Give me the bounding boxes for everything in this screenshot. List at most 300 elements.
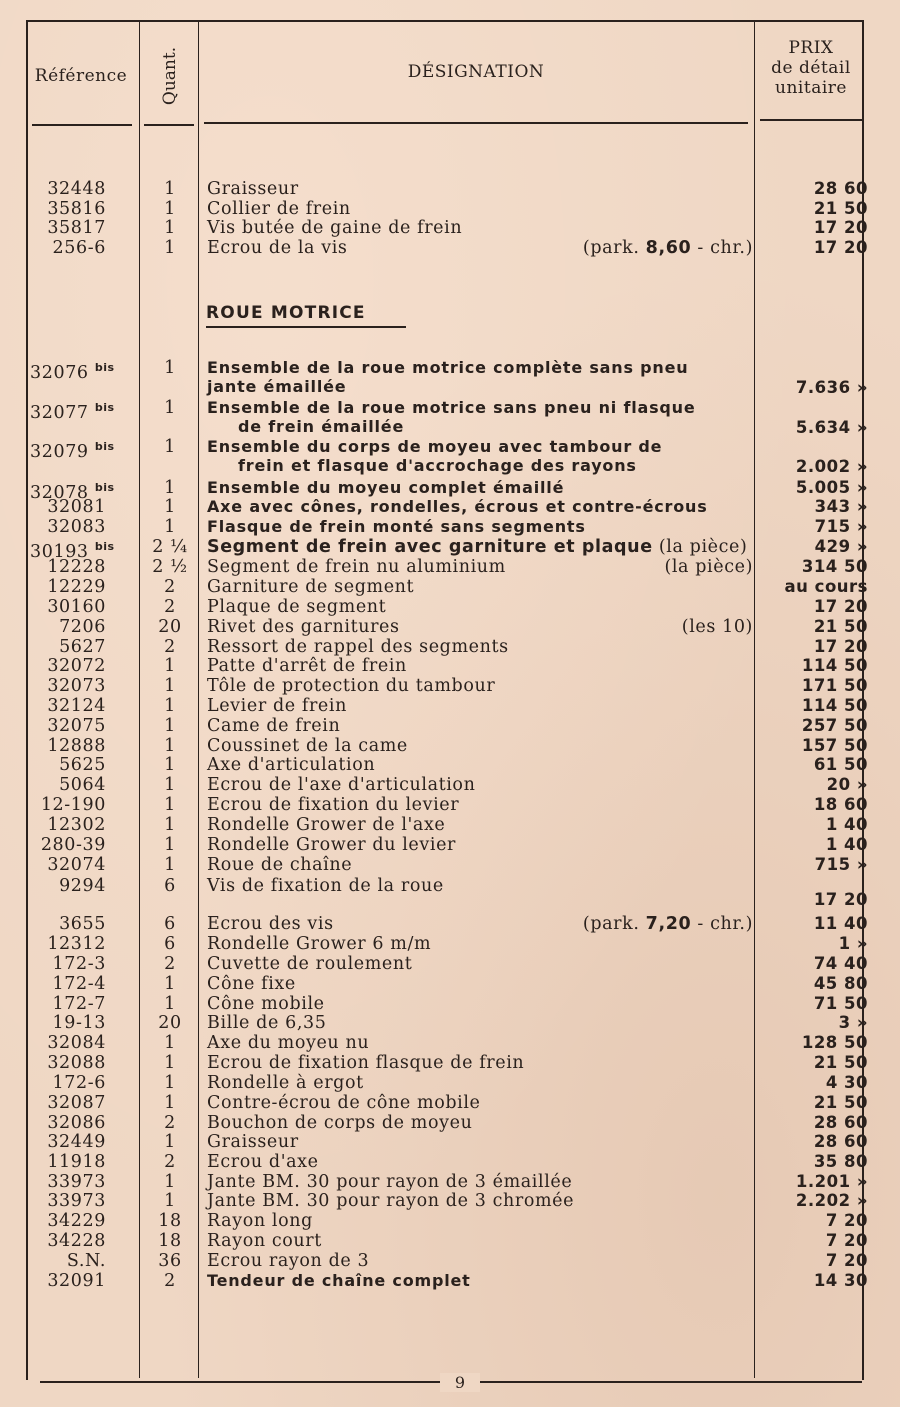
part-reference-number: 32087 bbox=[47, 1093, 106, 1113]
part-designation-text: Rondelle Grower 6 m/m bbox=[207, 934, 432, 954]
part-quantity: 1 bbox=[164, 1132, 176, 1152]
header-rule-des bbox=[204, 122, 748, 124]
part-quantity: 1 bbox=[164, 716, 176, 736]
part-quantity: 1 bbox=[164, 218, 176, 238]
part-reference bbox=[30, 1033, 106, 1053]
part-reference bbox=[30, 1152, 106, 1172]
part-designation-text: Roue de chaîne bbox=[207, 855, 353, 875]
header-price-line1: PRIX bbox=[788, 38, 834, 58]
part-quantity: 1 bbox=[164, 696, 176, 716]
part-price: 1.201 » bbox=[795, 1172, 868, 1191]
part-quantity: 1 bbox=[164, 676, 176, 696]
part-quantity: 1 bbox=[164, 238, 176, 258]
part-reference-number: 32091 bbox=[47, 1271, 106, 1291]
part-price: 11 40 bbox=[813, 914, 868, 933]
table-row bbox=[0, 855, 900, 875]
part-designation-text: Rondelle Grower de l'axe bbox=[207, 815, 446, 835]
part-designation bbox=[207, 994, 753, 1014]
part-designation-text: Segment de frein nu aluminium bbox=[207, 557, 506, 577]
part-reference-number: 172-7 bbox=[52, 994, 106, 1014]
table-row bbox=[0, 1172, 900, 1192]
part-reference bbox=[30, 914, 106, 934]
table-row bbox=[0, 656, 900, 676]
part-designation bbox=[207, 358, 753, 378]
part-reference bbox=[30, 1113, 106, 1133]
part-note-value: 7,20 bbox=[645, 914, 692, 934]
part-designation-text: Jante BM. 30 pour rayon de 3 émaillée bbox=[207, 1172, 573, 1192]
header-rule-ref bbox=[32, 124, 132, 126]
part-reference-number: 5625 bbox=[59, 755, 106, 775]
part-quantity: 2 bbox=[164, 597, 176, 617]
part-reference bbox=[30, 1231, 106, 1251]
part-price: 14 30 bbox=[813, 1271, 868, 1290]
part-designation bbox=[207, 1132, 753, 1152]
table-row bbox=[0, 914, 900, 934]
header-price-line2: de détail bbox=[771, 58, 851, 78]
part-quantity: 1 bbox=[164, 478, 176, 498]
part-designation bbox=[207, 537, 753, 557]
part-price: 21 50 bbox=[813, 1053, 868, 1072]
part-reference-number: 32086 bbox=[47, 1113, 106, 1133]
part-price: 1 » bbox=[838, 934, 868, 953]
part-reference-number: S.N. bbox=[66, 1251, 106, 1271]
table-row-continuation bbox=[0, 417, 900, 437]
part-reference bbox=[30, 835, 106, 855]
part-reference-number: 34228 bbox=[47, 1231, 106, 1251]
table-row bbox=[0, 1231, 900, 1251]
part-reference bbox=[30, 815, 106, 835]
part-designation-text: Graisseur bbox=[207, 179, 299, 199]
header-price bbox=[758, 38, 864, 98]
part-designation-text: Ensemble de la roue motrice complète sans pneu bbox=[207, 358, 689, 377]
table-row bbox=[0, 1093, 900, 1113]
part-reference bbox=[30, 1093, 106, 1113]
table-row bbox=[0, 497, 900, 517]
part-designation bbox=[207, 954, 753, 974]
part-designation bbox=[207, 934, 753, 954]
part-designation bbox=[207, 656, 753, 676]
part-designation bbox=[207, 1033, 753, 1053]
part-designation-continuation: jante émaillée bbox=[207, 377, 347, 396]
part-designation bbox=[207, 1093, 753, 1113]
part-reference-number: 34229 bbox=[47, 1211, 106, 1231]
part-price: 45 80 bbox=[813, 974, 868, 993]
part-designation bbox=[207, 1053, 753, 1073]
table-row bbox=[0, 557, 900, 577]
table-row-continuation bbox=[0, 456, 900, 476]
part-reference-number: 32078 bbox=[30, 482, 89, 503]
part-designation bbox=[207, 696, 753, 716]
table-row bbox=[0, 179, 900, 199]
part-designation bbox=[207, 179, 753, 199]
part-reference-number: 35817 bbox=[47, 218, 106, 238]
table-row bbox=[0, 1113, 900, 1133]
part-reference-number: 32072 bbox=[47, 656, 106, 676]
table-row bbox=[0, 1132, 900, 1152]
part-reference-number: 12888 bbox=[47, 736, 106, 756]
part-note-value: 8,60 bbox=[645, 238, 692, 258]
part-designation bbox=[207, 835, 753, 855]
header-quantity: Quant. bbox=[160, 46, 180, 106]
header-designation: DÉSIGNATION bbox=[407, 62, 545, 82]
part-price: 21 50 bbox=[813, 199, 868, 218]
table-row bbox=[0, 696, 900, 716]
part-quantity: 6 bbox=[164, 934, 176, 954]
part-designation-text: Rayon long bbox=[207, 1211, 313, 1231]
part-reference-suffix: bis bbox=[94, 481, 115, 494]
part-quantity: 1 bbox=[164, 1191, 176, 1211]
part-note bbox=[583, 914, 753, 934]
table-row bbox=[0, 1211, 900, 1231]
part-reference-number: 3655 bbox=[59, 914, 106, 934]
part-reference-number: 172-3 bbox=[52, 954, 106, 974]
table-row bbox=[0, 1191, 900, 1211]
part-designation-text: Ecrou de fixation du levier bbox=[207, 795, 460, 815]
part-reference-number: 30193 bbox=[30, 541, 89, 562]
part-price: 17 20 bbox=[813, 218, 868, 237]
part-designation bbox=[207, 775, 753, 795]
part-quantity: 1 bbox=[164, 755, 176, 775]
part-designation-text: Ecrou de fixation flasque de frein bbox=[207, 1053, 525, 1073]
part-price: 343 » bbox=[814, 497, 868, 516]
part-reference bbox=[30, 1172, 106, 1192]
part-quantity: 1 bbox=[164, 855, 176, 875]
table-row bbox=[0, 218, 900, 238]
table-row bbox=[0, 676, 900, 696]
part-price: 2.002 » bbox=[795, 457, 868, 476]
part-price: 2.202 » bbox=[795, 1191, 868, 1210]
part-reference-number: 32074 bbox=[47, 855, 106, 875]
part-quantity: 2 bbox=[164, 577, 176, 597]
part-designation bbox=[207, 1191, 753, 1211]
header-rule-qty bbox=[144, 124, 194, 126]
part-designation-text: Cuvette de roulement bbox=[207, 954, 413, 974]
part-quantity: 1 bbox=[164, 179, 176, 199]
part-reference bbox=[30, 755, 106, 775]
part-price: 157 50 bbox=[801, 736, 868, 755]
part-designation-text: Ecrou d'axe bbox=[207, 1152, 319, 1172]
part-reference-number: 12228 bbox=[47, 557, 106, 577]
part-reference-number: 32081 bbox=[47, 497, 106, 517]
part-quantity: 18 bbox=[158, 1231, 182, 1251]
part-designation-text: Ecrou des vis bbox=[207, 914, 334, 934]
part-price: 114 50 bbox=[801, 656, 868, 675]
part-designation-text: Axe du moyeu nu bbox=[207, 1033, 370, 1053]
page-number: 9 bbox=[440, 1373, 480, 1392]
table-row bbox=[0, 1033, 900, 1053]
table-row bbox=[0, 994, 900, 1014]
part-price: 257 50 bbox=[801, 716, 868, 735]
part-quantity: 36 bbox=[158, 1251, 182, 1271]
part-price: 17 20 bbox=[813, 637, 868, 656]
part-price: 7 20 bbox=[825, 1251, 868, 1270]
part-reference bbox=[30, 617, 106, 637]
part-price: 28 60 bbox=[813, 179, 868, 198]
table-row bbox=[0, 1013, 900, 1033]
part-note: (les 10) bbox=[681, 617, 753, 637]
table-row bbox=[0, 815, 900, 835]
part-designation bbox=[207, 676, 753, 696]
table-row bbox=[0, 577, 900, 597]
part-note bbox=[583, 238, 753, 258]
part-reference bbox=[30, 1132, 106, 1152]
part-reference bbox=[30, 577, 106, 597]
part-reference bbox=[30, 557, 106, 577]
part-designation bbox=[207, 637, 753, 657]
header-reference: Référence bbox=[34, 66, 128, 86]
part-quantity: 1 bbox=[164, 795, 176, 815]
part-designation bbox=[207, 755, 753, 775]
part-designation bbox=[207, 1271, 753, 1291]
part-price: 28 60 bbox=[813, 1132, 868, 1151]
part-designation bbox=[207, 497, 753, 517]
part-price: 61 50 bbox=[813, 755, 868, 774]
part-reference-number: 32079 bbox=[30, 441, 89, 462]
part-price: 21 50 bbox=[813, 1093, 868, 1112]
table-row bbox=[0, 199, 900, 219]
part-quantity: 6 bbox=[164, 876, 176, 896]
part-reference-number: 172-6 bbox=[52, 1073, 106, 1093]
part-quantity: 2 bbox=[164, 1113, 176, 1133]
part-reference bbox=[30, 1053, 106, 1073]
part-designation-text: Tendeur de chaîne complet bbox=[207, 1271, 471, 1290]
table-row bbox=[0, 795, 900, 815]
part-designation-text: Patte d'arrêt de frein bbox=[207, 656, 407, 676]
part-quantity: 2 bbox=[164, 1152, 176, 1172]
part-quantity: 1 bbox=[164, 1033, 176, 1053]
part-reference bbox=[30, 497, 106, 517]
part-price: 1 40 bbox=[825, 815, 868, 834]
part-designation-text: Plaque de segment bbox=[207, 597, 387, 617]
part-quantity: 1 bbox=[164, 1053, 176, 1073]
part-quantity: 2 ¼ bbox=[152, 537, 188, 557]
part-reference bbox=[30, 934, 106, 954]
part-reference-number: 35816 bbox=[47, 199, 106, 219]
table-row bbox=[0, 238, 900, 258]
part-designation-text: Vis de fixation de la roue bbox=[207, 876, 444, 896]
table-row bbox=[0, 974, 900, 994]
part-reference bbox=[30, 1251, 106, 1271]
part-reference bbox=[30, 795, 106, 815]
part-reference-number: 32449 bbox=[47, 1132, 106, 1152]
part-price: 3 » bbox=[838, 1013, 868, 1032]
part-designation-text: Ensemble du corps de moyeu avec tambour de bbox=[207, 437, 663, 456]
part-designation bbox=[207, 517, 753, 537]
part-designation bbox=[207, 1231, 753, 1251]
part-reference-number: 33973 bbox=[47, 1191, 106, 1211]
part-reference bbox=[30, 855, 106, 875]
part-designation-text: Graisseur bbox=[207, 1132, 299, 1152]
part-reference-number: 12302 bbox=[47, 815, 106, 835]
part-price: 5.634 » bbox=[795, 418, 868, 437]
part-designation bbox=[207, 218, 753, 238]
table-row bbox=[0, 478, 900, 503]
part-reference bbox=[30, 656, 106, 676]
part-price: 429 » bbox=[814, 537, 868, 556]
part-quantity: 6 bbox=[164, 914, 176, 934]
part-reference-number: 5627 bbox=[59, 637, 106, 657]
part-quantity: 18 bbox=[158, 1211, 182, 1231]
part-price: 20 » bbox=[826, 775, 868, 794]
part-quantity: 1 bbox=[164, 1093, 176, 1113]
part-reference bbox=[30, 954, 106, 974]
part-designation-text: Axe avec cônes, rondelles, écrous et contre-écrous bbox=[207, 497, 708, 516]
table-row-continuation bbox=[0, 377, 900, 397]
part-designation bbox=[207, 1113, 753, 1133]
part-designation-text: Cône mobile bbox=[207, 994, 325, 1014]
part-designation-text: Vis butée de gaine de frein bbox=[207, 218, 463, 238]
part-price: 7 20 bbox=[825, 1231, 868, 1250]
table-row bbox=[0, 1053, 900, 1073]
part-reference bbox=[30, 1271, 106, 1291]
part-price: 1 40 bbox=[825, 835, 868, 854]
part-reference-number: 7206 bbox=[59, 617, 106, 637]
part-price: 21 50 bbox=[813, 617, 868, 636]
part-price: 71 50 bbox=[813, 994, 868, 1013]
part-designation-text: Garniture de segment bbox=[207, 577, 415, 597]
part-reference bbox=[30, 218, 106, 238]
part-reference bbox=[30, 179, 106, 199]
part-designation bbox=[207, 199, 753, 219]
part-designation bbox=[207, 716, 753, 736]
part-price: 74 40 bbox=[813, 954, 868, 973]
table-row bbox=[0, 1073, 900, 1093]
table-row bbox=[0, 537, 900, 562]
part-designation bbox=[207, 437, 753, 457]
part-note-prefix: (park. bbox=[582, 238, 646, 258]
part-designation-text: Ensemble du moyeu complet émaillé bbox=[207, 478, 565, 497]
part-designation bbox=[207, 597, 753, 617]
table-row bbox=[0, 517, 900, 537]
part-designation-text: Ecrou de l'axe d'articulation bbox=[207, 775, 476, 795]
part-designation bbox=[207, 617, 753, 637]
table-row bbox=[0, 954, 900, 974]
part-designation-continuation: de frein émaillée bbox=[238, 417, 405, 436]
part-designation bbox=[207, 1211, 753, 1231]
table-row bbox=[0, 716, 900, 736]
table-row bbox=[0, 890, 900, 910]
part-designation bbox=[207, 577, 753, 597]
part-price: 114 50 bbox=[801, 696, 868, 715]
part-quantity: 1 bbox=[164, 358, 176, 378]
part-price: 35 80 bbox=[813, 1152, 868, 1171]
part-designation-text: Bille de 6,35 bbox=[207, 1013, 327, 1033]
part-quantity: 1 bbox=[164, 497, 176, 517]
part-reference-suffix: bis bbox=[94, 401, 115, 414]
part-reference bbox=[30, 775, 106, 795]
part-price: 715 » bbox=[814, 855, 868, 874]
part-reference bbox=[30, 1073, 106, 1093]
part-quantity: 20 bbox=[158, 1013, 182, 1033]
table-row bbox=[0, 637, 900, 657]
part-quantity: 2 bbox=[164, 637, 176, 657]
part-designation-text: Jante BM. 30 pour rayon de 3 chromée bbox=[207, 1191, 575, 1211]
part-quantity: 1 bbox=[164, 656, 176, 676]
part-reference-number: 256-6 bbox=[52, 238, 106, 258]
part-quantity: 2 bbox=[164, 954, 176, 974]
table-row bbox=[0, 755, 900, 775]
part-reference-number: 12229 bbox=[47, 577, 106, 597]
part-designation bbox=[207, 974, 753, 994]
part-reference-number: 33973 bbox=[47, 1172, 106, 1192]
part-reference-number: 32075 bbox=[47, 716, 106, 736]
part-designation-text: Rivet des garnitures bbox=[207, 617, 400, 637]
part-quantity: 1 bbox=[164, 398, 176, 418]
part-note-prefix: (park. bbox=[582, 914, 646, 934]
part-reference bbox=[30, 736, 106, 756]
part-designation-text: Rondelle à ergot bbox=[207, 1073, 364, 1093]
part-designation-text: Came de frein bbox=[207, 716, 341, 736]
header-price-line3: unitaire bbox=[775, 78, 847, 98]
section-title: ROUE MOTRICE bbox=[206, 303, 366, 323]
part-reference bbox=[30, 597, 106, 617]
part-designation-text: Ensemble de la roue motrice sans pneu ni flasque bbox=[207, 398, 696, 417]
part-reference-number: 172-4 bbox=[52, 974, 106, 994]
part-designation-text: Axe d'articulation bbox=[207, 755, 376, 775]
part-reference-number: 30160 bbox=[47, 597, 106, 617]
part-quantity: 1 bbox=[164, 974, 176, 994]
part-designation bbox=[207, 398, 753, 418]
part-reference bbox=[30, 1191, 106, 1211]
part-reference-number: 280-39 bbox=[40, 835, 106, 855]
part-note-suffix: - chr.) bbox=[691, 238, 753, 258]
part-reference bbox=[30, 199, 106, 219]
part-price: 7.636 » bbox=[795, 378, 868, 397]
table-row bbox=[0, 1152, 900, 1172]
part-designation-text: Collier de frein bbox=[207, 199, 351, 219]
table-row bbox=[0, 775, 900, 795]
part-reference-number: 32077 bbox=[30, 402, 89, 423]
part-quantity: 1 bbox=[164, 994, 176, 1014]
part-price: 7 20 bbox=[825, 1211, 868, 1230]
part-reference-number: 32083 bbox=[47, 517, 106, 537]
part-reference bbox=[30, 676, 106, 696]
part-reference-number: 32073 bbox=[47, 676, 106, 696]
section-title-underline bbox=[206, 326, 406, 328]
part-quantity: 1 bbox=[164, 835, 176, 855]
part-designation-text: Contre-écrou de cône mobile bbox=[207, 1093, 481, 1113]
part-designation bbox=[207, 1013, 753, 1033]
part-designation-bold: Segment de frein avec garniture et plaque bbox=[207, 537, 653, 557]
part-price: 28 60 bbox=[813, 1113, 868, 1132]
part-reference-number: 32076 bbox=[30, 362, 89, 383]
part-quantity: 1 bbox=[164, 437, 176, 457]
part-designation bbox=[207, 855, 753, 875]
part-price: 4 30 bbox=[825, 1073, 868, 1092]
part-reference bbox=[30, 238, 106, 258]
part-designation-text: (la pièce) bbox=[652, 537, 748, 557]
part-price: 17 20 bbox=[813, 597, 868, 616]
part-quantity: 20 bbox=[158, 617, 182, 637]
part-price: 18 60 bbox=[813, 795, 868, 814]
table-row bbox=[0, 1251, 900, 1271]
part-reference bbox=[30, 637, 106, 657]
part-designation bbox=[207, 736, 753, 756]
part-price: 5.005 » bbox=[795, 478, 868, 497]
part-price: au cours bbox=[784, 577, 868, 596]
part-reference-number: 32448 bbox=[47, 179, 106, 199]
part-reference-number: 5064 bbox=[59, 775, 106, 795]
part-reference-number: 9294 bbox=[59, 876, 106, 896]
part-reference bbox=[30, 1013, 106, 1033]
part-reference bbox=[30, 716, 106, 736]
part-reference-number: 32084 bbox=[47, 1033, 106, 1053]
table-row bbox=[0, 597, 900, 617]
part-reference bbox=[30, 1211, 106, 1231]
part-reference bbox=[30, 974, 106, 994]
part-designation-text: Rondelle Grower du levier bbox=[207, 835, 456, 855]
part-designation bbox=[207, 1073, 753, 1093]
